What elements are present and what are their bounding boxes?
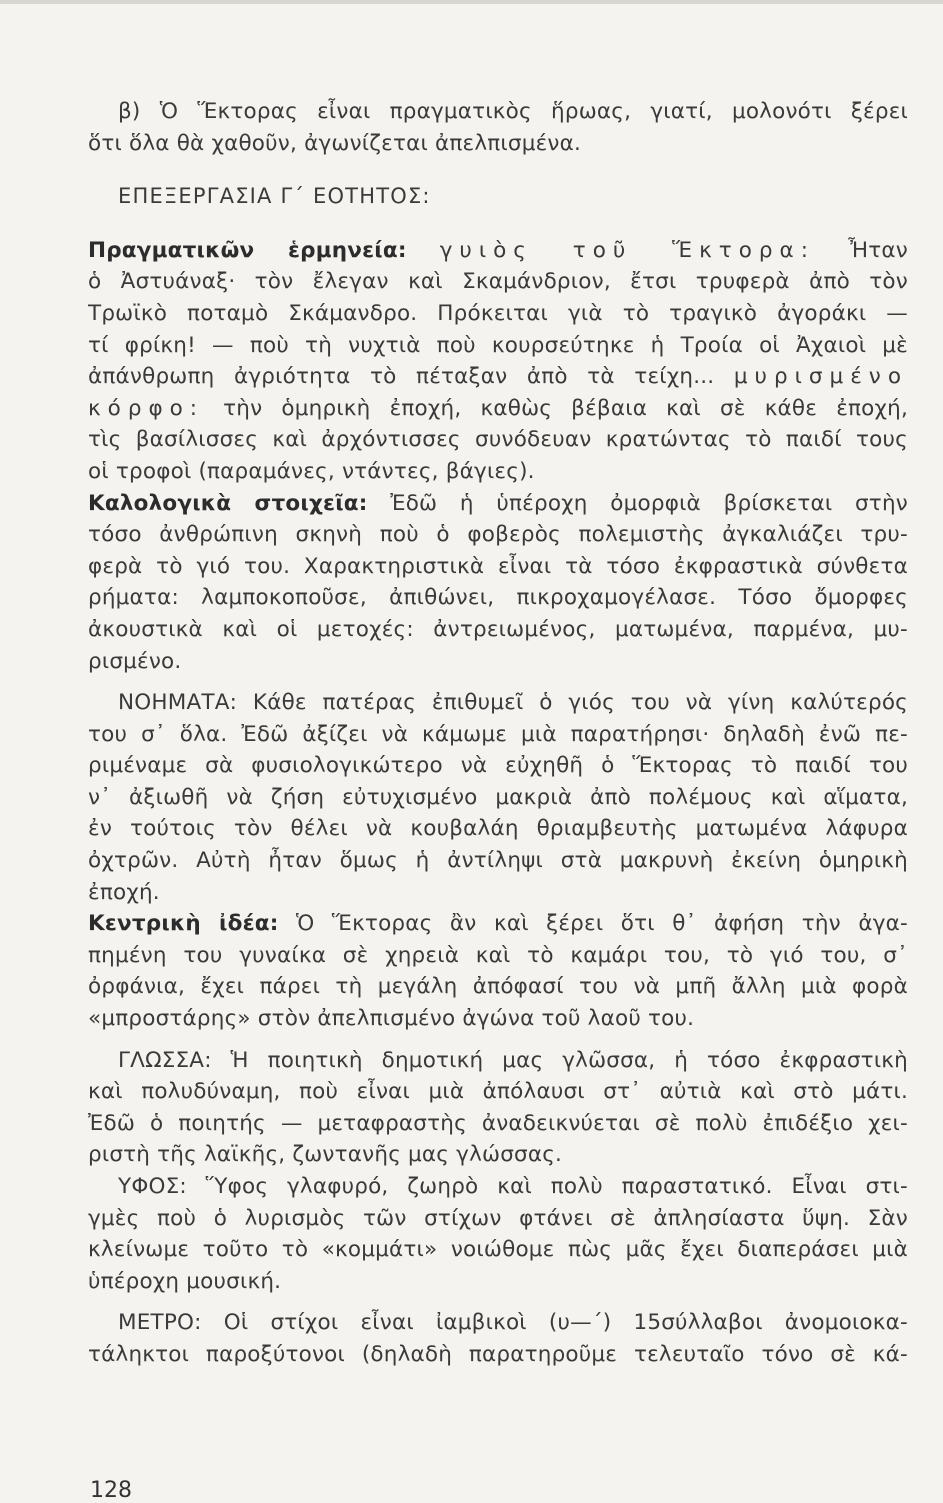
- text-fragment: Ἦταν: [848, 237, 908, 263]
- meter-label: ΜΕΤΡΟ:: [118, 1310, 202, 1336]
- text-line: ρισμένο.: [88, 648, 182, 674]
- text-line: ριστὴ τῆς λαϊκῆς, ζωντανῆς μας γλώσσας.: [88, 1142, 563, 1168]
- text-fragment: Κάθε πατέρας ἐπιθυμεῖ ὁ γιός του νὰ γίνη καλύτερός: [252, 690, 908, 716]
- text-line: «μπροστάρης» στὸν ἀπελπισμένο ἀγώνα τοῦ λαοῦ του.: [88, 1006, 695, 1032]
- realia-term: κόρφο:: [88, 395, 205, 421]
- text-line: ὑπέροχη μουσική.: [88, 1268, 282, 1294]
- text-line: κλείνωμε τοῦτο τὸ «κομμάτι» νοιώθομε πὼς μᾶς ἔχει διαπεράσει μιὰ: [88, 1237, 908, 1263]
- style-paragraph: [88, 1171, 908, 1297]
- text-line: καὶ πολυδύναμη, ποὺ εἶναι μιὰ ἀπόλαυσι στ᾽ αὐτιὰ καὶ στὸ μάτι.: [88, 1079, 908, 1105]
- text-line: Τρωϊκὸ ποταμὸ Σκάμανδρο. Πρόκειται γιὰ τὸ τραγικὸ ἀγοράκι —: [88, 300, 908, 326]
- realia-paragraph: [88, 235, 908, 488]
- page-number: 128: [90, 1478, 132, 1503]
- ideas-label: ΝΟΗΜΑΤΑ:: [118, 690, 238, 716]
- section-heading: ΕΠΕΞΕΡΓΑΣΙΑ Γ΄ ΕΟΤΗΤΟΣ:: [118, 184, 431, 209]
- text-line: τί φρίκη! — ποὺ τὴ νυχτιὰ ποὺ κουρσεύτηκε ἡ Τροία οἱ Ἀχαιοὶ μὲ: [88, 332, 908, 358]
- text-line: ἀκουστικὰ καὶ οἱ μετοχές: ἀντρειωμένος, ματωμένα, παρμένα, μυ-: [88, 616, 908, 642]
- language-label: ΓΛΩΣΣΑ:: [118, 1047, 212, 1073]
- text-line: πημένη του γυναίκα σὲ χηρειὰ καὶ τὸ καμάρι του, τὸ γιό του, σ᾽: [88, 942, 908, 968]
- style-label: ΥΦΟΣ:: [118, 1174, 187, 1199]
- text-fragment: Ἡ ποιητικὴ δημοτική μας γλῶσσα, ἡ τόσο ἐκφραστικὴ: [230, 1047, 908, 1073]
- language-paragraph: [88, 1045, 908, 1171]
- text-line: ὁ Ἀστυάναξ· τὸν ἔλεγαν καὶ Σκαμάνδριον, ἔτσι τρυφερὰ ἀπὸ τὸν: [88, 269, 908, 295]
- text-fragment: ἀπάνθρωπη ἀγριότητα τὸ πέταξαν ἀπὸ τὰ τείχη...: [88, 364, 715, 390]
- realia-term: γυιὸς τοῦ Ἕκτορα:: [439, 237, 815, 263]
- text-line: οἱ τροφοὶ (παραμάνες, ντάντες, βάγιες).: [88, 458, 535, 484]
- text-line: ἐν τούτοις τὸν θέλει νὰ κουβαλάη θριαμβευτὴς ματωμένα λάφυρα: [88, 816, 908, 842]
- realia-term: μυρισμένο: [733, 364, 908, 390]
- meter-paragraph: [88, 1307, 908, 1370]
- central-idea-label: Κεντρικὴ ἰδέα:: [88, 911, 279, 937]
- text-line: ὀχτρῶν. Αὐτὴ ἦταν ὅμως ἡ ἀντίληψι στὰ μακρυνὴ ἐκείνη ὁμηρικὴ: [88, 848, 908, 874]
- text-fragment: Ὕφος γλαφυρό, ζωηρὸ καὶ πολὺ παραστατικό. Εἶναι στι-: [205, 1174, 908, 1199]
- top-edge: [0, 0, 943, 4]
- text-line: β) Ὁ Ἕκτορας εἶναι πραγματικὸς ἥρωας, γιατί, μολονότι ξέρει: [118, 99, 908, 124]
- text-line: φερὰ τὸ γιό του. Χαρακτηριστικὰ εἶναι τὰ τόσο ἐκφραστικὰ σύνθετα: [88, 553, 908, 579]
- text-line: ὅτι ὅλα θὰ χαθοῦν, ἀγωνίζεται ἀπελπισμένα.: [88, 130, 582, 156]
- page-body: [88, 96, 908, 1371]
- text-line: ριμέναμε σὰ φυσιολογικώτερο νὰ εὐχηθῆ ὁ Ἕκτορας τὸ παιδί του: [88, 753, 908, 779]
- text-line: τάληκτοι παροξύτονοι (δηλαδὴ παρατηροῦμε τελευταῖο τόνο σὲ κά-: [88, 1341, 908, 1367]
- text-line: γμὲς ποὺ ὁ λυρισμὸς τῶν στίχων φτάνει σὲ ἀπλησίαστα ὕψη. Σὰν: [88, 1205, 908, 1231]
- aesthetic-label: Καλολογικὰ στοιχεῖα:: [88, 490, 368, 516]
- text-line: του σ᾽ ὅλα. Ἐδῶ ἀξίζει νὰ κάμωμε μιὰ παρατήρησι· δηλαδὴ ἐνῶ πε-: [88, 721, 908, 747]
- text-fragment: τὴν ὁμηρικὴ ἐποχή, καθὼς βέβαια καὶ σὲ κάθε ἐποχή,: [223, 395, 908, 421]
- aesthetic-paragraph: [88, 488, 908, 678]
- text-line: ρήματα: λαμποκοποῦσε, ἀπιθώνει, πικροχαμογέλασε. Τόσο ὄμορφες: [88, 585, 908, 611]
- ideas-paragraph: [88, 687, 908, 908]
- text-line: ἐποχή.: [88, 879, 160, 905]
- text-fragment: Ὁ Ἕκτορας ἂν καὶ ξέρει ὅτι θ᾽ ἀφήση τὴν ἀγα-: [296, 911, 908, 937]
- text-fragment: Ἐδῶ ἡ ὑπέροχη ὀμορφιὰ βρίσκεται στὴν: [390, 490, 908, 516]
- central-idea-paragraph: [88, 908, 908, 1034]
- text-line: τὶς βασίλισσες καὶ ἀρχόντισσες συνόδευαν κρατώντας τὸ παιδί τους: [88, 427, 908, 453]
- text-line: Ἐδῶ ὁ ποιητής — μεταφραστὴς ἀναδεικνύεται σὲ πολὺ ἐπιδέξιο χει-: [88, 1110, 908, 1136]
- realia-label: Πραγματικῶν ἑρμηνεία:: [88, 237, 407, 263]
- section-b: [88, 96, 908, 159]
- text-line: τόσο ἀνθρώπινη σκηνὴ ποὺ ὁ φοβερὸς πολεμιστὴς ἀγκαλιάζει τρυ-: [88, 522, 908, 548]
- text-line: ὀρφάνια, ἔχει πάρει τὴ μεγάλη ἀπόφασί του νὰ μπῆ ἄλλη μιὰ φορὰ: [88, 974, 908, 1000]
- text-fragment: Οἱ στίχοι εἶναι ἰαμβικοὶ (υ—´) 15σύλλαβοι ἀνομοιοκα-: [223, 1310, 908, 1336]
- text-line: ν᾽ ἀξιωθῆ νὰ ζήση εὐτυχισμένο μακριὰ ἀπὸ πολέμους καὶ αἵματα,: [88, 784, 908, 810]
